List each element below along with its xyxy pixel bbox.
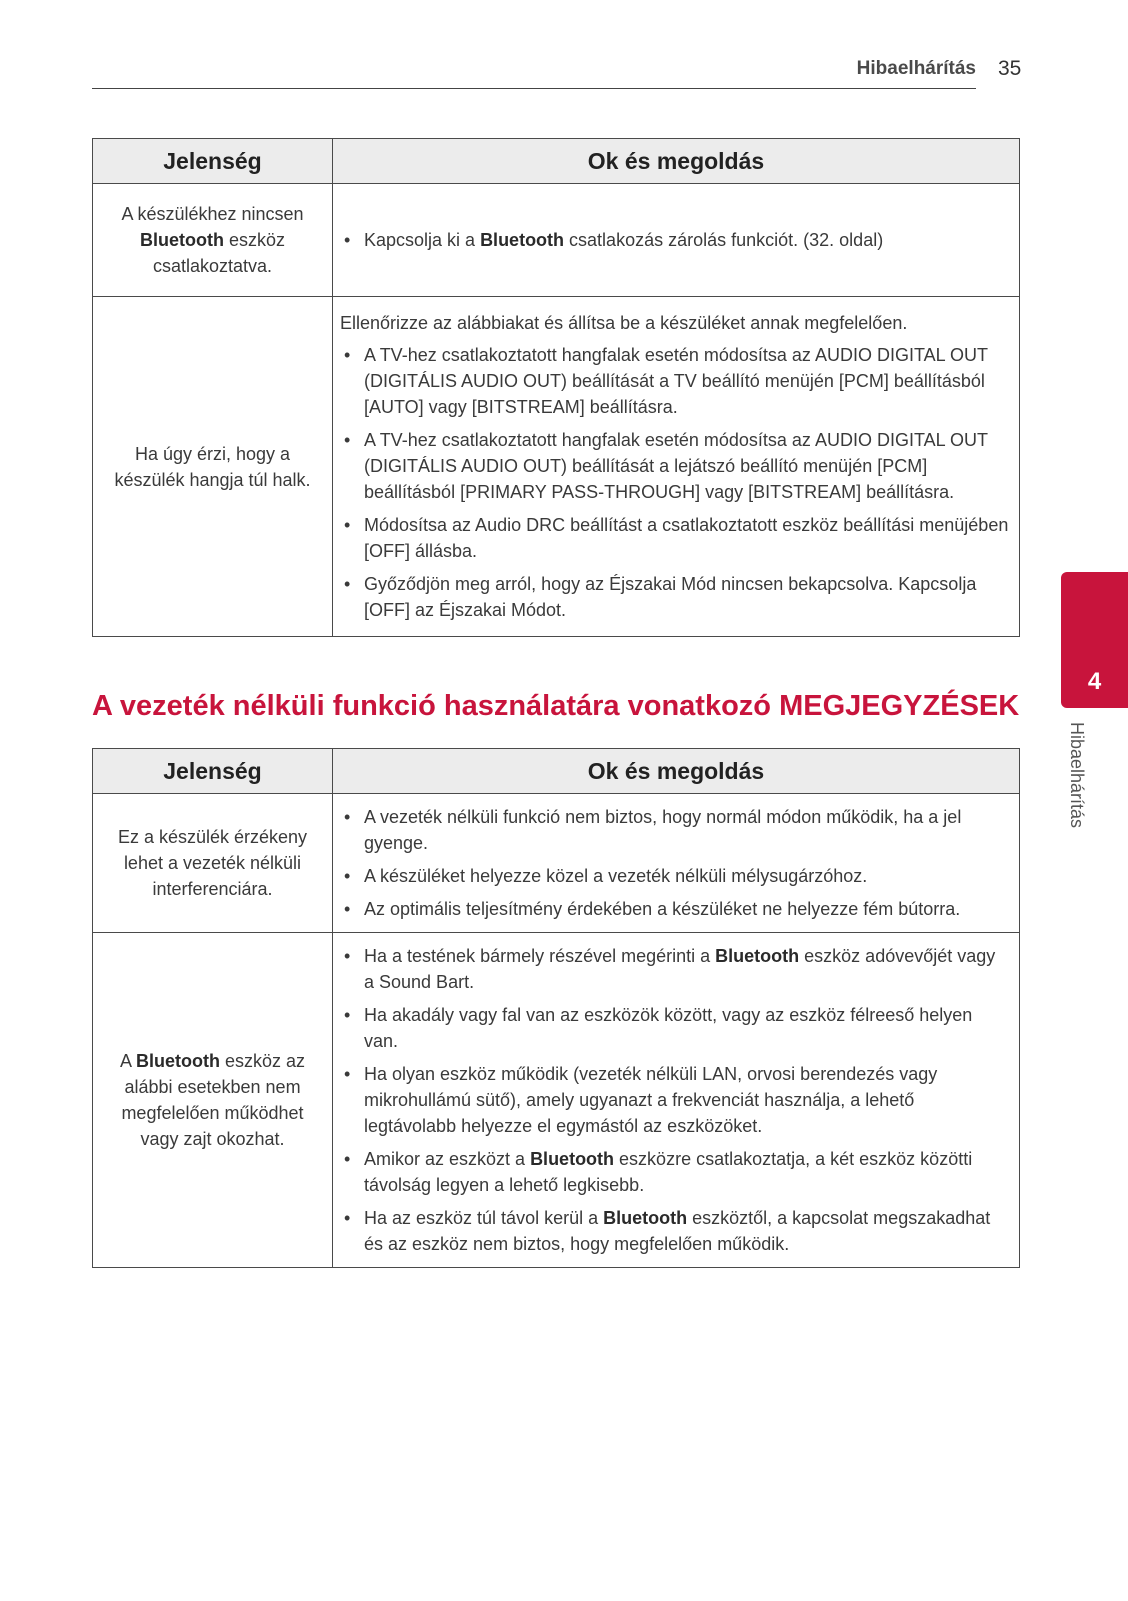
symptom-cell (93, 297, 333, 637)
bluetooth-term: Bluetooth (480, 230, 565, 250)
solution-text: eszköztől, a kapcsolat megszakadhat és az eszköz nem biztos, hogy megfelelően működik. (364, 1208, 991, 1254)
table-header-row (93, 139, 1020, 184)
bullet-icon: • (344, 1064, 351, 1084)
table-row (93, 184, 1020, 297)
column-header-solution: Ok és megoldás (333, 139, 1020, 184)
bullet-icon: • (344, 574, 351, 594)
solution-text: Ha a testének bármely részével megérinti a (364, 946, 716, 966)
solution-item (340, 571, 1009, 623)
solution-text: eszköz adóvevőjét vagy a Sound Bart. (364, 946, 996, 992)
symptom-text: csatlakoztatva. (152, 256, 273, 276)
symptom-cell (93, 184, 333, 297)
symptom-text: Ez a készülék érzékeny lehet a vezeték nélküli interferenciára. (117, 827, 308, 899)
bullet-icon: • (344, 866, 351, 886)
solution-text: Módosítsa az Audio DRC beállítást a csatlakoztatott eszköz beállítási menüjében [OFF] állásba. (364, 515, 1009, 561)
bluetooth-term: Bluetooth (530, 1149, 615, 1169)
solution-item (340, 427, 1009, 505)
chapter-label: Hibaelhárítás (1067, 722, 1087, 829)
bullet-icon: • (344, 515, 351, 535)
bullet-icon: • (344, 1208, 351, 1228)
solution-list (340, 227, 1009, 253)
bullet-icon: • (344, 807, 351, 827)
solution-item (340, 943, 1009, 995)
solution-list (340, 943, 1009, 1257)
bullet-icon: • (344, 430, 351, 450)
symptom-cell (93, 794, 333, 933)
solution-cell (333, 297, 1020, 637)
solution-item (340, 1146, 1009, 1198)
bullet-icon: • (344, 899, 351, 919)
solution-item (340, 896, 1009, 922)
bullet-icon: • (344, 230, 351, 250)
bullet-icon: • (344, 1149, 351, 1169)
symptom-text: eszköz (223, 230, 285, 250)
solution-item (340, 342, 1009, 420)
solution-text: Győződjön meg arról, hogy az Éjszakai Mód nincsen bekapcsolva. Kapcsolja [OFF] az Éjszakai Módot. (364, 574, 977, 620)
solution-item (340, 804, 1009, 856)
solution-cell (333, 184, 1020, 297)
solution-text: csatlakozás zárolás funkciót. (32. oldal) (564, 230, 884, 250)
solution-text: A TV-hez csatlakoztatott hangfalak esetén módosítsa az AUDIO DIGITAL OUT (DIGITÁLIS AUDIO OUT) beállítását a TV beállító menüjén [PCM] beállításból [AUTO] vagy [BITSTREAM] beállításra. (364, 345, 988, 417)
column-header-symptom: Jelenség (93, 139, 333, 184)
symptom-text: Ha úgy érzi, hogy a készülék hangja túl halk. (114, 443, 311, 490)
bullet-icon: • (344, 345, 351, 365)
symptom-text: A (119, 1051, 136, 1071)
bluetooth-term: Bluetooth (139, 230, 224, 250)
bullet-icon: • (344, 946, 351, 966)
solution-text: A vezeték nélküli funkció nem biztos, hogy normál módon működik, ha a jel gyenge. (364, 807, 962, 853)
solution-text: Az optimális teljesítmény érdekében a készüléket ne helyezze fém bútorra. (364, 899, 961, 919)
bluetooth-term: Bluetooth (603, 1208, 688, 1228)
symptom-text: A készülékhez nincsen (121, 204, 304, 224)
table-header-row (93, 749, 1020, 794)
bluetooth-term: Bluetooth (135, 1051, 220, 1071)
solution-text: A készüléket helyezze közel a vezeték nélküli mélysugárzóhoz. (364, 866, 868, 886)
solution-item (340, 863, 1009, 889)
solution-text: Ha akadály vagy fal van az eszközök között, vagy az eszköz félreeső helyen van. (364, 1005, 973, 1051)
solution-item (340, 1061, 1009, 1139)
table-row (93, 794, 1020, 933)
header-rule (92, 88, 976, 89)
bluetooth-term: Bluetooth (715, 946, 800, 966)
bullet-icon: • (344, 1005, 351, 1025)
column-header-solution: Ok és megoldás (333, 749, 1020, 794)
symptom-cell (93, 933, 333, 1268)
solution-intro: Ellenőrizze az alábbiakat és állítsa be a készüléket annak megfelelően. (340, 313, 908, 333)
chapter-tab[interactable] (1061, 572, 1128, 708)
troubleshooting-table-2 (92, 748, 1020, 1268)
solution-list (340, 804, 1009, 922)
chapter-number: 4 (1087, 668, 1102, 695)
solution-text: Kapcsolja ki a (364, 230, 481, 250)
solution-item (340, 512, 1009, 564)
page-number: 35 (998, 57, 1022, 80)
solution-text: A TV-hez csatlakoztatott hangfalak esetén módosítsa az AUDIO DIGITAL OUT (DIGITÁLIS AUDIO OUT) beállítását a lejátszó beállító menüjén [PCM] beállításból [PRIMARY PASS-THROUGH] vagy [BITSTREAM] beállításra. (364, 430, 988, 502)
running-header-section: Hibaelhárítás (856, 58, 976, 79)
solution-text: Ha az eszköz túl távol kerül a (364, 1208, 604, 1228)
table-row (93, 933, 1020, 1268)
solution-cell (333, 794, 1020, 933)
solution-text: eszközre csatlakoztatja, a két eszköz közötti távolság legyen a lehető legkisebb. (364, 1149, 973, 1195)
symptom-text: eszköz az alábbi esetekben nem megfelelően működhet vagy zajt okozhat. (121, 1051, 306, 1149)
solution-text: Amikor az eszközt a (364, 1149, 531, 1169)
solution-text: Ha olyan eszköz működik (vezeték nélküli LAN, orvosi berendezés vagy mikrohullámú sütő), amely ugyanazt a frekvenciát használja, a lehető legtávolabb helyezze el egymástól az eszközöket. (364, 1064, 938, 1136)
solution-list (340, 342, 1009, 623)
section-title: A vezeték nélküli funkció használatára vonatkozó MEGJEGYZÉSEK (92, 690, 1020, 722)
solution-item (340, 1002, 1009, 1054)
troubleshooting-table-1 (92, 138, 1020, 637)
solution-cell (333, 933, 1020, 1268)
solution-item (340, 227, 1009, 253)
table-row (93, 297, 1020, 637)
solution-item (340, 1205, 1009, 1257)
column-header-symptom: Jelenség (93, 749, 333, 794)
